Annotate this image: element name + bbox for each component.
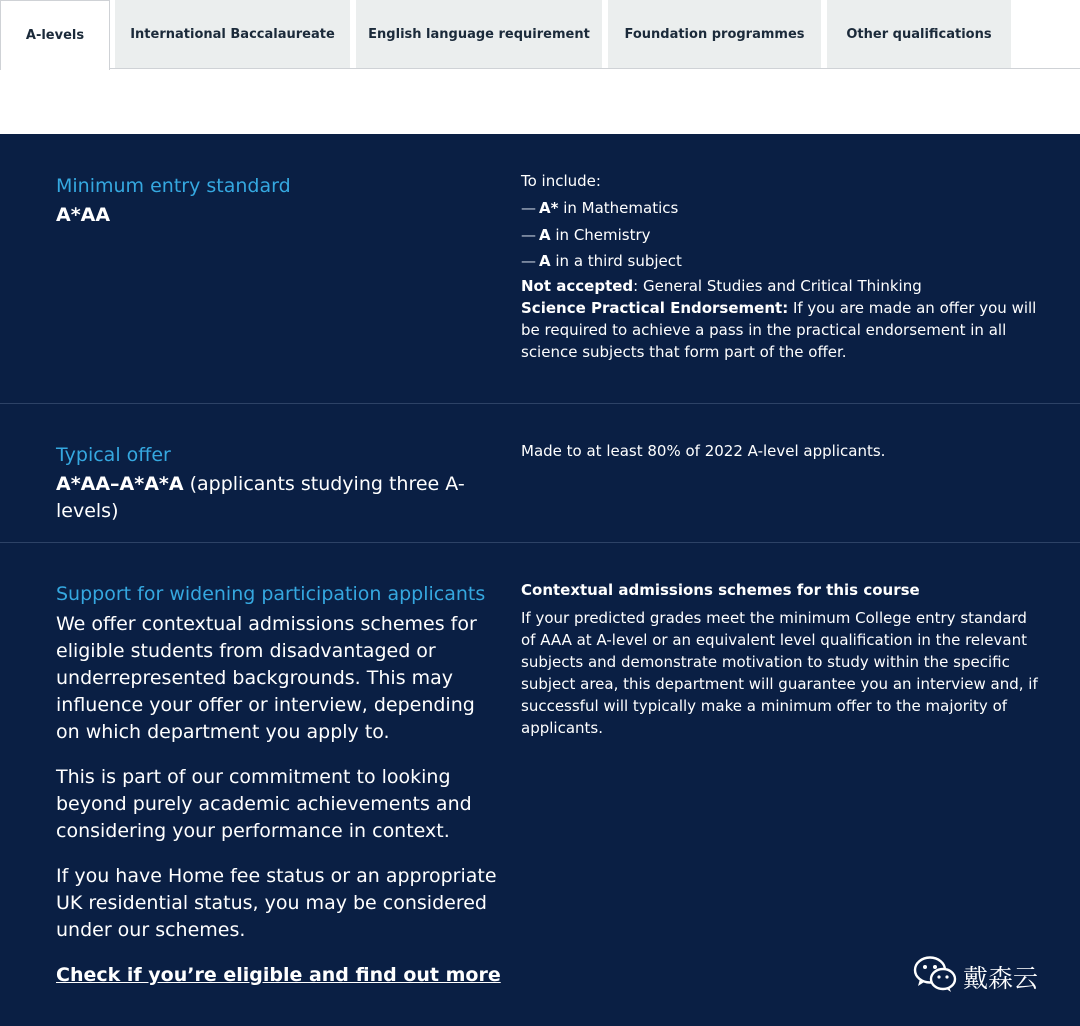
include-label: To include: — [521, 172, 601, 190]
entry-standard-row — [0, 134, 1080, 403]
not-accepted-note — [521, 275, 1041, 297]
subject-text: in Mathematics — [558, 199, 679, 217]
tab-english-language-requirement[interactable]: English language requirement — [356, 0, 602, 68]
endorsement-text: If you are made an offer you will be required to achieve a pass in the practical endorsement in all science subjects that form part of the offer. — [521, 298, 1037, 361]
subject-grade: A — [539, 252, 551, 270]
requirements-panel — [0, 134, 1080, 1026]
subject-list — [521, 195, 1041, 275]
endorsement-note — [521, 297, 1041, 363]
dash-icon: — — [521, 199, 536, 217]
endorsement-label: Science Practical Endorsement: — [521, 298, 789, 317]
typical-offer-note: (applicants studying three A-levels) — [56, 473, 465, 522]
not-accepted-label: Not accepted — [521, 276, 634, 295]
not-accepted-text: : General Studies and Critical Thinking — [633, 276, 922, 295]
tab-other-qualifications[interactable]: Other qualifications — [827, 0, 1011, 68]
subject-text: in Chemistry — [550, 225, 651, 244]
typical-offer-value: A*AA–A*A*A — [56, 473, 184, 495]
eligibility-link[interactable]: Check if you’re eligible and find out more — [56, 964, 501, 986]
subject-grade: A — [539, 225, 551, 244]
list-item — [521, 248, 1041, 275]
tab-foundation-programmes[interactable]: Foundation programmes — [608, 0, 821, 68]
list-item — [521, 222, 1041, 249]
tab-international-baccalaureate[interactable]: International Baccalaureate — [115, 0, 350, 68]
scheme-title: Contextual admissions schemes for this course — [521, 581, 920, 599]
subject-grade: A* — [539, 199, 559, 217]
entry-standard-value: A*AA — [56, 204, 111, 226]
watermark-text: 戴森云 — [963, 964, 1039, 993]
typical-offer-heading: Typical offer — [56, 444, 171, 466]
typical-offer-line — [56, 471, 501, 525]
support-paragraph: We offer contextual admissions schemes for eligible students from disadvantaged or underrepresented backgrounds. This may influence your offer or interview, depending on which department you apply to. — [56, 613, 477, 743]
subject-text: in a third subject — [550, 252, 682, 270]
widening-participation-heading: Support for widening participation applicants — [56, 583, 486, 605]
dash-icon: — — [521, 252, 536, 270]
entry-standard-heading: Minimum entry standard — [56, 175, 291, 197]
list-item — [521, 195, 1041, 222]
typical-offer-row — [0, 404, 1080, 542]
typical-offer-detail: Made to at least 80% of 2022 A-level applicants. — [521, 442, 886, 460]
tab-a-levels[interactable]: A-levels — [0, 0, 110, 70]
widening-participation-row — [0, 543, 1080, 1026]
wechat-icon — [913, 955, 957, 999]
watermark — [913, 955, 1038, 999]
scheme-text: If your predicted grades meet the minimum College entry standard of AAA at A-level or an equivalent level qualification in the relevant subjects and demonstrate motivation to study within the specific subject area, this department will guarantee you an interview and, if successful will typically make a minimum offer to the majority of applicants. — [521, 609, 1038, 737]
qualification-tabs — [0, 0, 1080, 69]
support-paragraph: This is part of our commitment to looking beyond purely academic achievements and considering your performance in context. — [56, 766, 472, 842]
support-paragraph: If you have Home fee status or an appropriate UK residential status, you may be considered under our schemes. — [56, 865, 497, 941]
dash-icon: — — [521, 225, 536, 244]
